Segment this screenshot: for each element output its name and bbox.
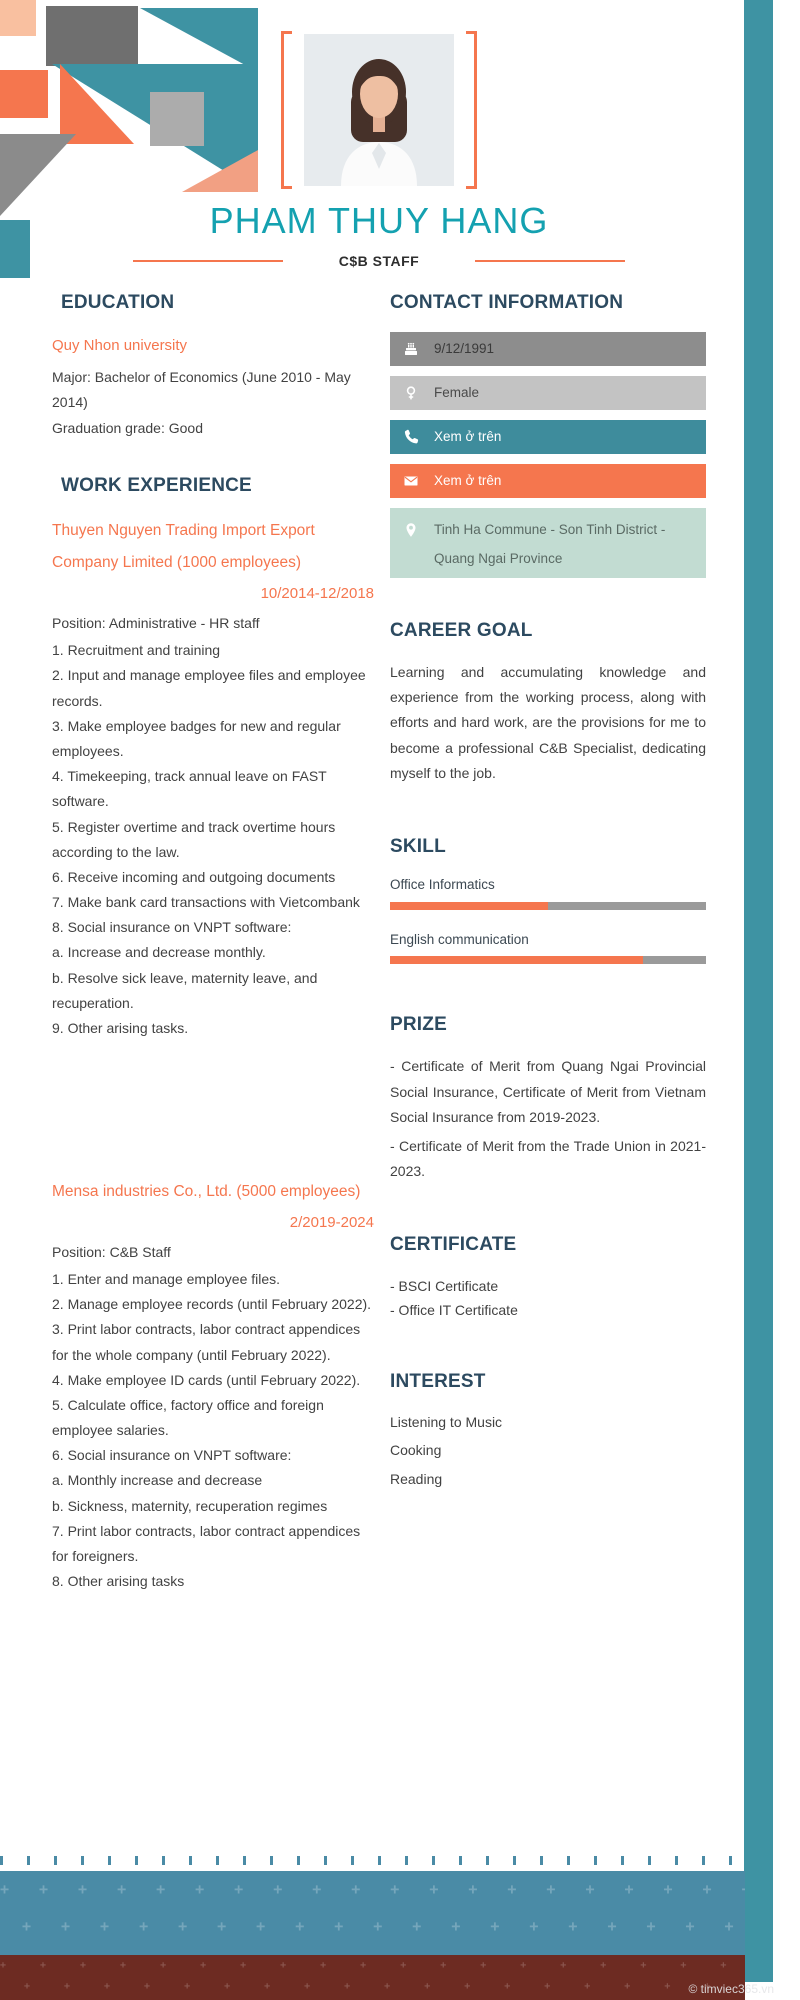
job-duty: 8. Social insurance on VNPT software: [52,919,292,936]
job-duty: 6. Receive incoming and outgoing documents [52,868,336,885]
certificate-section [390,1228,706,1321]
watermark: © timviec365.vn [688,1982,774,1996]
skill-label: Office Informatics [390,877,495,893]
interest-item: Cooking [390,1442,442,1459]
contact-row-email [390,464,706,498]
phone-icon [403,429,419,445]
education-heading: EDUCATION [61,292,175,313]
skill-fill [390,902,548,910]
interest-item: Reading [390,1470,443,1487]
job-duty: a. Increase and decrease monthly. [52,944,266,961]
contact-row-gender [390,376,706,410]
contact-row-phone [390,420,706,454]
job-position: Position: C&B Staff [52,1243,171,1260]
job-duty: 3. Make employee badges for new and regular employees. [52,717,341,759]
footer-teal-band [0,1871,745,1955]
candidate-title: C$B STAFF [338,253,420,269]
right-column [390,286,706,1535]
job-company: Mensa industries Co., Ltd. (5000 employees) [52,1183,361,1201]
contact-value-address: Tinh Ha Commune - Son Tinh District - Quang Ngai Province [434,522,666,566]
skill-item [390,931,706,965]
interest-section [390,1365,706,1490]
contact-row-birthday [390,332,706,366]
job-duty: 1. Enter and manage employee files. [52,1270,281,1287]
prize-item: - Certificate of Merit from the Trade Union in 2021-2023. [390,1138,706,1180]
certificate-item: - BSCI Certificate [390,1277,499,1294]
job-duty: 4. Timekeeping, track annual leave on FAST software. [52,768,327,810]
prize-section [390,1008,706,1184]
contact-heading: CONTACT INFORMATION [390,292,624,313]
skill-fill [390,956,643,964]
photo-bracket-left [281,31,292,189]
education-school: Quy Nhon university [52,337,188,355]
job-duty: a. Monthly increase and decrease [52,1472,263,1489]
subtitle-line-right [475,260,625,262]
job-duty: b. Sickness, maternity, recuperation regimes [52,1497,328,1514]
education-grade: Graduation grade: Good [52,419,203,436]
contact-value-phone: Xem ở trên [434,429,502,445]
cv-header [52,0,706,269]
plus-pattern-row [0,1908,745,1945]
profile-photo-placeholder [304,34,454,186]
subtitle-line-left [133,260,283,262]
profile-photo [304,34,454,186]
work-experience-block [52,469,374,1595]
job-company: Thuyen Nguyen Trading Import Export Company Limited (1000 employees) [52,521,315,572]
prize-heading: PRIZE [390,1014,447,1036]
contact-value-gender: Female [434,385,480,401]
subtitle-row [52,253,706,269]
job-duty: 9. Other arising tasks. [52,1020,189,1037]
footer-maroon-band [0,1955,745,2000]
contact-row-address [390,508,706,578]
contact-value-birthday: 9/12/1991 [434,341,495,357]
prize-item: - Certificate of Merit from Quang Ngai Provincial Social Insurance, Certificate of Merit from Vietnam Social Insurance from 2019-2023. [390,1058,706,1125]
job-position: Position: Administrative - HR staff [52,615,260,632]
deco-shape [0,0,36,36]
certificate-item: - Office IT Certificate [390,1301,518,1318]
job-duty: 2. Input and manage employee files and employee records. [52,667,366,709]
content-columns [52,286,706,1594]
right-side-stripe [744,0,773,1982]
candidate-name: PHAM THUY HANG [209,200,549,241]
email-icon [403,473,419,489]
job-duty: 4. Make employee ID cards (until February 2022). [52,1371,361,1388]
contact-rows [390,332,706,578]
contact-value-email: Xem ở trên [434,473,502,489]
job-entry [52,1176,374,1594]
deco-shape [0,70,48,118]
job-duty: 3. Print labor contracts, labor contract appendices for the whole company (until February 2022). [52,1321,361,1363]
career-goal-text: Learning and accumulating knowledge and experience from the working process, along with efforts and hard work, are the provisions for me to become a professional C&B Specialist, dedicating myself to the job. [390,664,706,781]
photo-bracket-right [466,31,477,189]
plus-pattern-row [0,1976,745,1997]
job-entry [52,515,374,1041]
certificate-heading: CERTIFICATE [390,1234,517,1256]
interest-heading: INTEREST [390,1371,486,1393]
job-duty: 8. Other arising tasks [52,1573,185,1590]
left-column [52,286,374,1594]
work-experience-heading: WORK EXPERIENCE [61,474,252,496]
job-period: 2/2019-2024 [289,1213,374,1231]
photo-row [52,34,706,186]
job-duty: 5. Calculate office, factory office and foreign employee salaries. [52,1396,324,1439]
interest-item: Listening to Music [390,1413,503,1430]
skill-label: English communication [390,931,529,947]
job-duty: 2. Manage employee records (until February 2022). [52,1296,372,1313]
skill-bar [390,902,706,910]
location-icon [403,522,419,538]
plus-pattern-row [0,1955,745,1976]
birthday-icon [403,341,419,357]
skill-heading: SKILL [390,836,446,857]
skill-section [390,830,706,964]
footer-tick-row [0,1856,745,1865]
career-goal-heading: CAREER GOAL [390,619,533,641]
skill-item [390,876,706,910]
job-period: 10/2014-12/2018 [260,585,374,603]
job-duty: 5. Register overtime and track overtime hours according to the law. [52,818,336,860]
education-major: Major: Bachelor of Economics (June 2010 - May 2014) [52,369,351,411]
deco-shape [0,220,30,278]
career-goal-section [390,614,706,786]
skill-bar [390,956,706,964]
job-duty: 6. Social insurance on VNPT software: [52,1447,292,1464]
job-duty: 7. Print labor contracts, labor contract appendices for foreigners. [52,1522,361,1565]
job-duty: b. Resolve sick leave, maternity leave, and recuperation. [52,969,318,1011]
job-duty: 1. Recruitment and training [52,642,221,659]
job-duty: 7. Make bank card transactions with Vietcombank [52,894,360,911]
gender-icon [403,385,419,401]
plus-pattern-row [0,1871,745,1908]
